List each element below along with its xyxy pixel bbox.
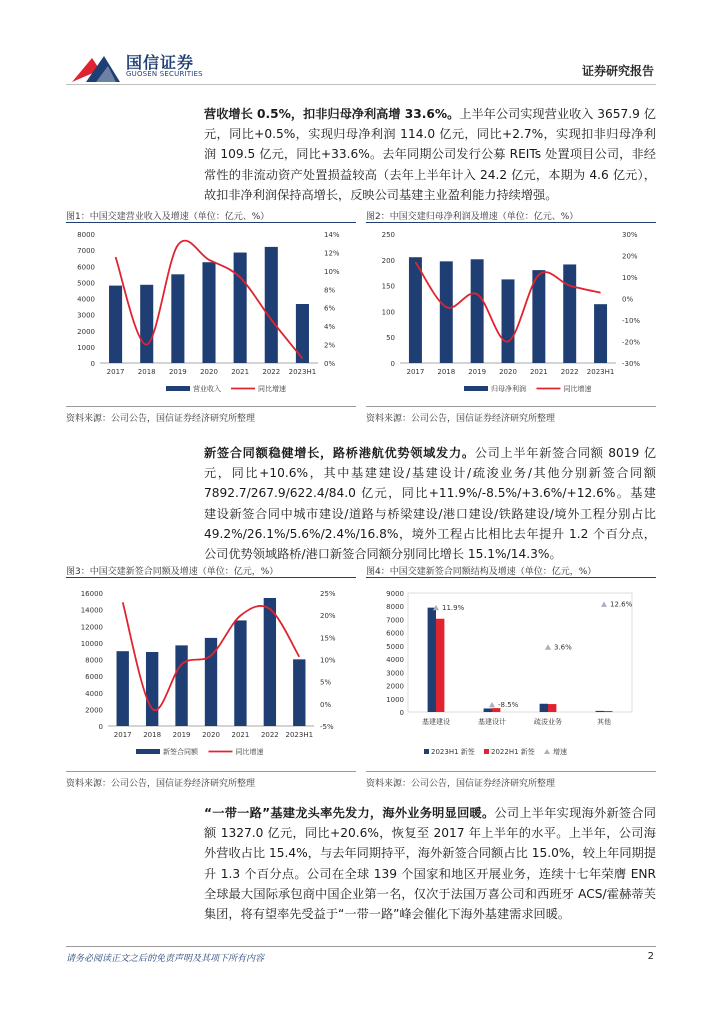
legend-2022-label: 2022H1 新签	[491, 748, 535, 756]
paragraph-lead: 营收增长 0.5%，扣非归母净利高增 33.6%。	[204, 107, 460, 121]
footer-disclaimer: 请务必阅读正文之后的免责声明及其项下所有内容	[66, 954, 265, 964]
x-tick-label: 2021	[529, 368, 548, 376]
x-tick-label: 2020	[499, 368, 517, 376]
y-right-tick-label: -10%	[622, 317, 641, 325]
x-tick-label: 其他	[597, 718, 611, 726]
x-tick-label: 2018	[137, 368, 156, 376]
y-left-tick-label: 1000	[77, 343, 95, 352]
y-right-tick-label: 4%	[324, 323, 336, 332]
footer-divider	[66, 946, 656, 947]
legend-bar-label: 新签合同额	[163, 748, 198, 756]
bar-2018	[440, 261, 453, 363]
legend-bar-swatch	[136, 749, 160, 754]
legend-line-label: 同比增速	[235, 748, 264, 756]
x-tick-label: 2018	[437, 368, 456, 376]
x-tick-label: 2021	[231, 731, 250, 739]
paragraph-body: 公司上半年新签合同额 8019 亿元，同比+10.6%，其中基建建设/基建设计/疏浚业务/其他分别新签合同额 7892.7/267.9/622.4/84.0 亿元，同比+11.9%/-8.5%/+3.6%/+12.6%。基建建设新签合同中城市建设/道路与桥梁建设/港口建设/铁路建设/境外工程分别占比 49.2%/26.1%/5.6%/2.4%/16.8%，境外工程占比相比去年提升 1.2 个百分点，公司优势领域路桥/港口新签合同额分别同比增长 15.1%/14.3%。	[204, 446, 657, 562]
bar-2023h1-其他	[596, 711, 604, 712]
legend-line-label: 同比增速	[563, 385, 592, 393]
bar-2019	[171, 274, 184, 363]
logo-name-en: GUOSEN SECURITIES	[126, 70, 203, 78]
x-tick-label: 2022	[262, 368, 281, 376]
bar-2018	[146, 652, 158, 726]
y-left-tick-label: 2000	[386, 682, 404, 691]
growth-marker-基建设计	[489, 702, 495, 708]
x-tick-label: 2023H1	[285, 731, 314, 739]
bar-2017	[109, 286, 122, 363]
paragraph-body: 公司上半年实现海外新签合同额 1327.0 亿元，同比+20.6%，恢复至 2017 年上半年的水平。上半年，公司海外营收占比 15.4%，与去年同期持平，海外新签合同额占比 15.0%，较上年同期提升 1.3 个百分点。公司在全球 139 个国家和地区开展业务，连续十七年荣膺 ENR 全球最大国际承包商中国企业第一名，仅次于法国万喜公司和西班牙 ACS/霍赫蒂芙集团，将有望率先受益于“一带一路”峰会催化下海外基建需求回暖。	[204, 806, 656, 922]
y-left-tick-label: 4000	[386, 656, 404, 665]
figure-1-bottom-rule	[66, 406, 356, 407]
bar-2022	[265, 247, 278, 363]
growth-marker-基建建设	[433, 605, 439, 611]
figure-3-chart	[66, 581, 358, 767]
x-tick-label: 2017	[113, 731, 132, 739]
y-right-tick-label: 10%	[320, 656, 336, 665]
bar-2017	[117, 651, 129, 726]
paragraph-overseas	[204, 803, 656, 924]
y-right-tick-label: 0%	[320, 700, 332, 709]
logo-name-cn: 国信证券	[126, 53, 195, 72]
y-left-tick-label: 7000	[386, 616, 404, 625]
x-tick-label: 2018	[143, 731, 162, 739]
figure-3-top-rule	[66, 577, 356, 578]
y-left-tick-label: 14000	[80, 606, 103, 615]
y-left-tick-label: 6000	[77, 263, 95, 272]
y-left-tick-label: 5000	[77, 279, 95, 288]
y-right-tick-label: 15%	[320, 634, 336, 643]
y-right-tick-label: 20%	[622, 252, 638, 261]
y-left-tick-label: 0	[390, 360, 395, 368]
bar-2017	[409, 257, 422, 363]
bar-2021	[234, 253, 247, 363]
figure-1-title: 图1：中国交建营业收入及增速（单位：亿元、%）	[66, 212, 270, 222]
y-right-tick-label: 10%	[622, 274, 638, 282]
paragraph-lead: “一带一路”基建龙头率先发力，海外业务明显回暖。	[204, 806, 495, 820]
y-right-tick-label: 6%	[324, 304, 336, 313]
y-left-tick-label: 50	[386, 334, 395, 343]
y-right-tick-label: 20%	[320, 612, 336, 621]
y-left-tick-label: 8000	[386, 603, 404, 612]
growth-data-label: -8.5%	[498, 700, 519, 709]
y-left-tick-label: 10000	[80, 639, 103, 648]
y-right-tick-label: 8%	[324, 286, 336, 295]
y-left-tick-label: 8000	[77, 231, 95, 239]
y-left-tick-label: 9000	[386, 590, 404, 598]
x-tick-label: 2019	[172, 731, 191, 739]
bar-2022h1-疏浚业务	[548, 704, 556, 712]
report-header	[0, 0, 724, 86]
y-left-tick-label: 7000	[77, 247, 95, 256]
figure-3-bottom-rule	[66, 771, 356, 772]
y-left-tick-label: 100	[381, 308, 395, 317]
bar-2023h1-疏浚业务	[540, 704, 548, 712]
growth-data-label: 12.6%	[610, 600, 633, 609]
x-tick-label: 基建设计	[478, 718, 506, 726]
x-tick-label: 2023H1	[586, 368, 615, 376]
figure-4-title: 图4：中国交建新签合同额结构及增速（单位：亿元，%）	[366, 567, 597, 577]
report-type-label: 证券研究报告	[581, 64, 654, 78]
y-left-tick-label: 4000	[85, 689, 103, 698]
legend-line-label: 同比增速	[258, 385, 286, 393]
y-left-tick-label: 0	[399, 709, 404, 717]
growth-data-label: 11.9%	[442, 603, 465, 612]
legend-2023-label: 2023H1 新签	[431, 748, 475, 756]
bar-2018	[140, 285, 153, 363]
x-tick-label: 2020	[202, 731, 220, 739]
growth-marker-其他	[601, 601, 607, 607]
y-right-tick-label: 12%	[324, 249, 340, 258]
bar-2022h1-基建建设	[436, 619, 444, 712]
y-left-tick-label: 150	[381, 282, 395, 291]
legend-2023-swatch	[424, 749, 429, 754]
y-left-tick-label: 4000	[77, 295, 95, 304]
legend-bar-label: 归母净利润	[491, 385, 526, 393]
x-tick-label: 2017	[406, 368, 425, 376]
y-left-tick-label: 12000	[80, 623, 103, 632]
y-left-tick-label: 200	[381, 256, 395, 265]
bar-2021	[234, 620, 246, 726]
y-left-tick-label: 3000	[386, 669, 404, 678]
figure-2-chart	[364, 224, 656, 406]
x-tick-label: 2022	[260, 731, 279, 739]
bar-2022	[264, 598, 276, 726]
y-left-tick-label: 6000	[386, 629, 404, 638]
legend-growth-label: 增速	[553, 748, 567, 756]
legend-bar-swatch	[166, 386, 190, 391]
x-tick-label: 2019	[468, 368, 487, 376]
figure-3-source: 资料来源：公司公告，国信证券经济研究所整理	[66, 779, 256, 789]
bar-2023h1-基建建设	[428, 608, 436, 712]
y-left-tick-label: 0	[98, 723, 103, 731]
y-right-tick-label: -20%	[622, 338, 641, 347]
y-right-tick-label: 10%	[324, 267, 340, 276]
figure-1-top-rule	[66, 222, 356, 223]
x-tick-label: 疏浚业务	[534, 718, 562, 726]
figure-3-title: 图3：中国交建新签合同额及增速（单位：亿元，%）	[66, 567, 279, 577]
figure-4-chart	[364, 581, 656, 767]
bar-2020	[502, 279, 515, 363]
figure-1-chart	[66, 224, 358, 406]
y-left-tick-label: 250	[381, 231, 395, 239]
figure-4-source: 资料来源：公司公告，国信证券经济研究所整理	[366, 779, 556, 789]
bar-2023H1	[293, 659, 305, 726]
y-left-tick-label: 2000	[77, 327, 95, 336]
x-tick-label: 2023H1	[288, 368, 317, 376]
y-left-tick-label: 1000	[386, 695, 404, 704]
legend-growth-swatch	[544, 749, 550, 754]
figure-2-title: 图2：中国交建归母净利润及增速（单位：亿元、%）	[366, 212, 579, 222]
y-right-tick-label: 0%	[324, 360, 336, 368]
figure-4-top-rule	[366, 577, 656, 578]
y-right-tick-label: -5%	[320, 723, 334, 731]
y-left-tick-label: 5000	[386, 642, 404, 651]
legend-2022-swatch	[484, 749, 489, 754]
y-right-tick-label: 14%	[324, 231, 340, 239]
x-tick-label: 基建建设	[422, 718, 450, 726]
bar-2020	[202, 262, 215, 363]
y-right-tick-label: 5%	[320, 678, 332, 687]
x-tick-label: 2019	[168, 368, 187, 376]
growth-data-label: 3.6%	[554, 643, 572, 652]
y-left-tick-label: 3000	[77, 311, 95, 320]
growth-marker-疏浚业务	[545, 644, 551, 650]
y-right-tick-label: 30%	[622, 231, 638, 239]
header-divider	[66, 84, 656, 85]
y-left-tick-label: 16000	[80, 590, 103, 598]
bar-2022	[563, 264, 576, 363]
y-left-tick-label: 8000	[85, 656, 103, 665]
y-right-tick-label: 0%	[622, 295, 634, 304]
y-left-tick-label: 2000	[85, 706, 103, 715]
x-tick-label: 2021	[231, 368, 250, 376]
paragraph-lead: 新签合同额稳健增长，路桥港航优势领域发力。	[204, 446, 475, 460]
legend-bar-swatch	[464, 386, 488, 391]
y-left-tick-label: 0	[90, 360, 95, 368]
bar-2023H1	[594, 304, 607, 363]
y-right-tick-label: 2%	[324, 341, 336, 350]
bar-2019	[175, 645, 187, 726]
figure-4-bottom-rule	[366, 771, 656, 772]
x-tick-label: 2022	[560, 368, 579, 376]
x-tick-label: 2017	[106, 368, 125, 376]
y-left-tick-label: 6000	[85, 673, 103, 682]
guosen-logo-icon	[70, 52, 122, 84]
x-tick-label: 2020	[200, 368, 218, 376]
bar-2022h1-其他	[604, 711, 612, 712]
figure-2-source: 资料来源：公司公告，国信证券经济研究所整理	[366, 414, 556, 424]
bar-2019	[471, 259, 484, 363]
legend-bar-label: 营业收入	[193, 385, 221, 393]
paragraph-revenue	[204, 104, 656, 205]
bar-2023h1-基建设计	[484, 708, 492, 712]
figure-1-source: 资料来源：公司公告，国信证券经济研究所整理	[66, 414, 256, 424]
paragraph-body: 上半年公司实现营业收入 3657.9 亿元，同比+0.5%，实现归母净利润 114.0 亿元，同比+2.7%，实现扣非归母净利润 109.5 亿元，同比+33.6%。去年同期公司发行公募 REITs 处置项目公司，非经常性的非流动资产处置损益较高（去年上半年计入 24.2 亿元，本期为 4.6 亿元），故扣非净利润保持高增长，反映公司基建主业盈利能力持续增强。	[204, 107, 656, 202]
paragraph-new-contracts	[204, 443, 656, 564]
y-right-tick-label: -30%	[622, 360, 641, 368]
page-number: 2	[647, 951, 654, 962]
figure-2-bottom-rule	[366, 406, 656, 407]
y-right-tick-label: 25%	[320, 590, 336, 598]
figure-2-top-rule	[366, 222, 656, 223]
